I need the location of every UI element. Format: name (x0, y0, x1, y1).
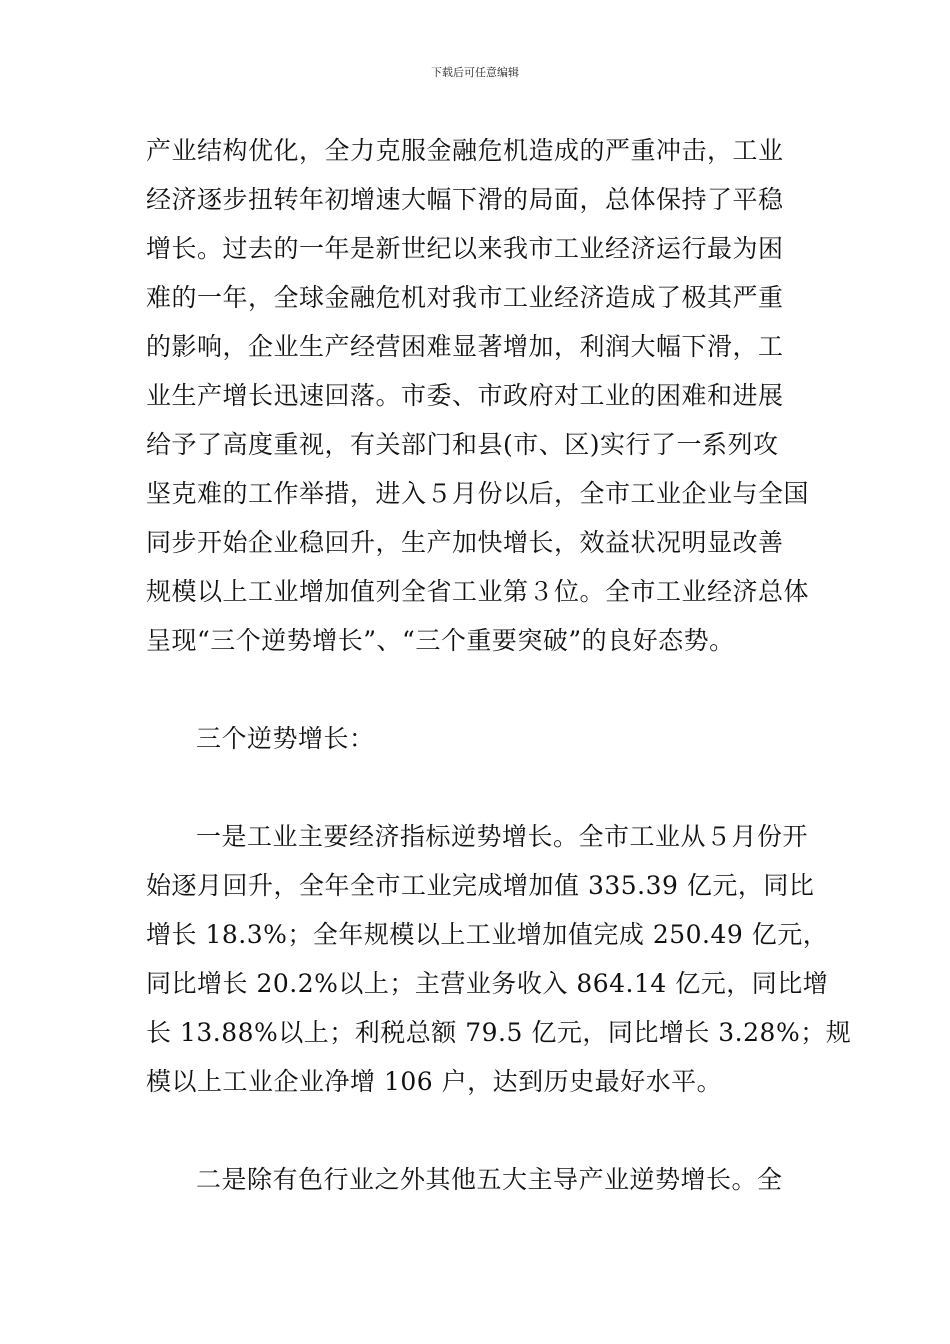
paragraph-line: 的影响，企业生产经营困难显著增加，利润大幅下滑，工 (146, 332, 784, 361)
paragraph-line: 一是工业主要经济指标逆势增长。全市工业从５月份开 (196, 822, 809, 851)
paragraph-spacer (146, 665, 811, 714)
paragraph-spacer (146, 1106, 811, 1155)
paragraph-line: 模以上工业企业净增 106 户，达到历史最好水平。 (146, 1067, 723, 1096)
paragraph-2 (146, 812, 852, 1106)
paragraph-line: 呈现“三个逆势增长”、“三个重要突破”的良好态势。 (146, 626, 735, 655)
paragraph-line: 产业结构优化，全力克服金融危机造成的严重冲击，工业 (146, 136, 784, 165)
page-header-note: 下载后可任意编辑 (431, 66, 519, 79)
paragraph-line: 长 13.88%以上；利税总额 79.5 亿元，同比增长 3.28%；规 (146, 1018, 852, 1047)
paragraph-3 (146, 1155, 811, 1204)
paragraph-line: 业生产增长迅速回落。市委、市政府对工业的困难和进展 (146, 381, 784, 410)
paragraph-line: 二是除有色行业之外其他五大主导产业逆势增长。全 (196, 1165, 783, 1194)
document-body (146, 126, 852, 1204)
section-heading: 三个逆势增长： (196, 724, 375, 753)
paragraph-line: 经济逐步扭转年初增速大幅下滑的局面，总体保持了平稳 (146, 185, 784, 214)
paragraph-1 (146, 126, 811, 665)
paragraph-line: 坚克难的工作举措，进入５月份以后，全市工业企业与全国 (146, 479, 810, 508)
paragraph-line: 给予了高度重视，有关部门和县(市、区)实行了一系列攻 (146, 430, 779, 459)
paragraph-line: 难的一年，全球金融危机对我市工业经济造成了极其严重 (146, 283, 784, 312)
paragraph-line: 同步开始企业稳回升，生产加快增长，效益状况明显改善 (146, 528, 784, 557)
paragraph-line: 规模以上工业增加值列全省工业第３位。全市工业经济总体 (146, 577, 810, 606)
paragraph-line: 同比增长 20.2%以上；主营业务收入 864.14 亿元，同比增 (146, 969, 829, 998)
paragraph-line: 始逐月回升，全年全市工业完成增加值 335.39 亿元，同比 (146, 871, 815, 900)
paragraph-spacer (146, 763, 811, 812)
paragraph-line: 增长。过去的一年是新世纪以来我市工业经济运行最为困 (146, 234, 784, 263)
paragraph-line: 增长 18.3%；全年规模以上工业增加值完成 250.49 亿元， (146, 920, 829, 949)
